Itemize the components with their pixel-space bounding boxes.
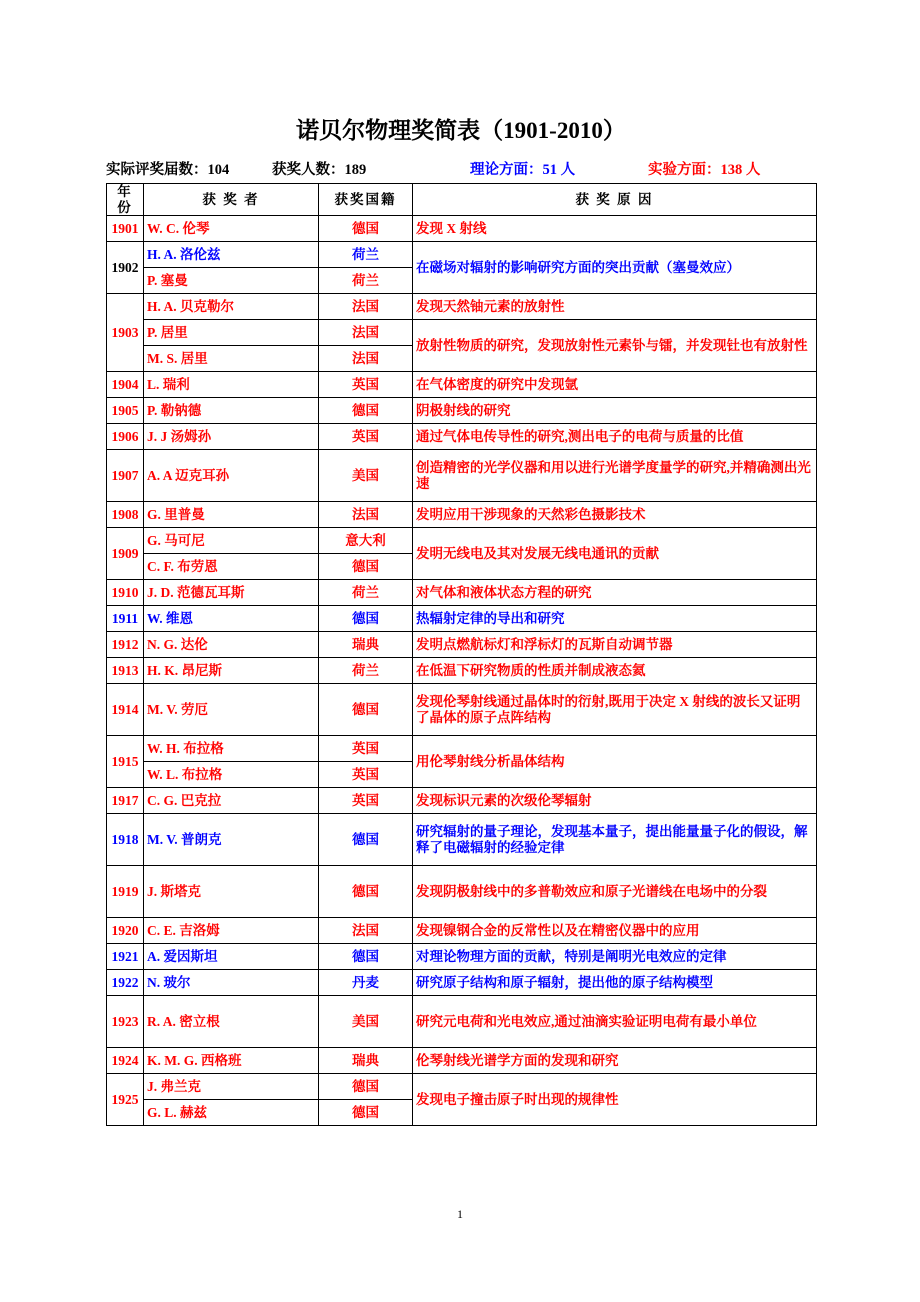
cell-laureate-name: A. 爱因斯坦: [144, 944, 319, 970]
cell-year: 1902: [107, 242, 144, 294]
cell-country: 荷兰: [319, 658, 413, 684]
cell-country: 德国: [319, 1100, 413, 1126]
cell-year: 1917: [107, 788, 144, 814]
stat-theory: 理论方面：51 人: [470, 162, 576, 178]
cell-country: 英国: [319, 372, 413, 398]
cell-country: 意大利: [319, 528, 413, 554]
statistics-line: [106, 158, 816, 180]
cell-country: 法国: [319, 294, 413, 320]
cell-year: 1911: [107, 606, 144, 632]
cell-laureate-name: A. A 迈克耳孙: [144, 450, 319, 502]
cell-country: 英国: [319, 736, 413, 762]
cell-year: 1922: [107, 970, 144, 996]
cell-year: 1923: [107, 996, 144, 1048]
page-title: 诺贝尔物理奖简表（1901-2010）: [296, 118, 626, 143]
cell-year: 1913: [107, 658, 144, 684]
cell-reason: 放射性物质的研究，发现放射性元素钋与镭，并发现钍也有放射性: [413, 320, 817, 372]
stat-laureates: 获奖人数：189: [272, 162, 367, 178]
cell-reason: 对气体和液体状态方程的研究: [413, 580, 817, 606]
cell-year: 1920: [107, 918, 144, 944]
cell-reason: 用伦琴射线分析晶体结构: [413, 736, 817, 788]
cell-year: 1919: [107, 866, 144, 918]
cell-reason: 研究辐射的量子理论，发现基本量子，提出能量量子化的假设，解释了电磁辐射的经验定律: [413, 814, 817, 866]
cell-year: 1906: [107, 424, 144, 450]
table-row: [107, 424, 817, 450]
table-row: [107, 736, 817, 762]
cell-reason: 发明点燃航标灯和浮标灯的瓦斯自动调节器: [413, 632, 817, 658]
cell-year: 1901: [107, 216, 144, 242]
table-row: [107, 528, 817, 554]
cell-reason: 伦琴射线光谱学方面的发现和研究: [413, 1048, 817, 1074]
table-row: [107, 1074, 817, 1100]
cell-laureate-name: M. S. 居里: [144, 346, 319, 372]
cell-year: 1908: [107, 502, 144, 528]
cell-reason: 发明无线电及其对发展无线电通讯的贡献: [413, 528, 817, 580]
cell-laureate-name: K. M. G. 西格班: [144, 1048, 319, 1074]
cell-laureate-name: C. G. 巴克拉: [144, 788, 319, 814]
cell-reason: 发现 X 射线: [413, 216, 817, 242]
cell-country: 德国: [319, 398, 413, 424]
cell-reason: 热辐射定律的导出和研究: [413, 606, 817, 632]
cell-country: 法国: [319, 320, 413, 346]
cell-country: 美国: [319, 450, 413, 502]
cell-laureate-name: W. C. 伦琴: [144, 216, 319, 242]
table-row: [107, 866, 817, 918]
table-row: [107, 996, 817, 1048]
cell-laureate-name: J. D. 范德瓦耳斯: [144, 580, 319, 606]
column-header-country: 获奖国籍: [319, 184, 413, 216]
table-row: [107, 970, 817, 996]
table-row: [107, 372, 817, 398]
table-row: [107, 320, 817, 346]
cell-laureate-name: C. E. 吉洛姆: [144, 918, 319, 944]
table-body: [107, 216, 817, 1126]
table-row: [107, 632, 817, 658]
table-row: [107, 944, 817, 970]
cell-year: 1918: [107, 814, 144, 866]
cell-year: 1903: [107, 294, 144, 372]
cell-year: 1904: [107, 372, 144, 398]
cell-reason: 发现镍钢合金的反常性以及在精密仪器中的应用: [413, 918, 817, 944]
cell-year: 1907: [107, 450, 144, 502]
cell-laureate-name: H. K. 昂尼斯: [144, 658, 319, 684]
cell-country: 英国: [319, 424, 413, 450]
cell-laureate-name: P. 勒钠德: [144, 398, 319, 424]
cell-country: 德国: [319, 684, 413, 736]
cell-country: 法国: [319, 918, 413, 944]
table-head: [107, 184, 817, 216]
column-header-year: 年 份: [107, 184, 144, 216]
cell-reason: 在低温下研究物质的性质并制成液态氦: [413, 658, 817, 684]
table-row: [107, 216, 817, 242]
table-row: [107, 788, 817, 814]
cell-laureate-name: J. J 汤姆孙: [144, 424, 319, 450]
cell-year: 1909: [107, 528, 144, 580]
stat-experiment: 实验方面：138 人: [648, 162, 761, 178]
cell-country: 瑞典: [319, 632, 413, 658]
cell-reason: 研究元电荷和光电效应,通过油滴实验证明电荷有最小单位: [413, 996, 817, 1048]
cell-country: 荷兰: [319, 268, 413, 294]
cell-year: 1910: [107, 580, 144, 606]
cell-laureate-name: G. 马可尼: [144, 528, 319, 554]
cell-reason: 通过气体电传导性的研究,测出电子的电荷与质量的比值: [413, 424, 817, 450]
cell-country: 法国: [319, 502, 413, 528]
stat-sessions: 实际评奖届数：104: [106, 162, 230, 178]
cell-year: 1905: [107, 398, 144, 424]
cell-reason: 发现天然铀元素的放射性: [413, 294, 817, 320]
table-row: [107, 502, 817, 528]
cell-year: 1914: [107, 684, 144, 736]
cell-country: 荷兰: [319, 242, 413, 268]
cell-laureate-name: M. V. 普朗克: [144, 814, 319, 866]
header-row: [107, 184, 817, 216]
cell-laureate-name: P. 居里: [144, 320, 319, 346]
cell-reason: 发现电子撞击原子时出现的规律性: [413, 1074, 817, 1126]
cell-country: 德国: [319, 1074, 413, 1100]
cell-country: 德国: [319, 814, 413, 866]
cell-laureate-name: G. 里普曼: [144, 502, 319, 528]
table-row: [107, 242, 817, 268]
cell-country: 荷兰: [319, 580, 413, 606]
cell-country: 德国: [319, 866, 413, 918]
cell-reason: 创造精密的光学仪器和用以进行光谱学度量学的研究,并精确测出光速: [413, 450, 817, 502]
cell-laureate-name: W. H. 布拉格: [144, 736, 319, 762]
cell-laureate-name: W. L. 布拉格: [144, 762, 319, 788]
cell-year: 1915: [107, 736, 144, 788]
cell-laureate-name: H. A. 贝克勒尔: [144, 294, 319, 320]
cell-country: 法国: [319, 346, 413, 372]
cell-country: 德国: [319, 216, 413, 242]
cell-reason: 阴极射线的研究: [413, 398, 817, 424]
cell-reason: 对理论物理方面的贡献，特别是阐明光电效应的定律: [413, 944, 817, 970]
cell-laureate-name: J. 弗兰克: [144, 1074, 319, 1100]
cell-year: 1925: [107, 1074, 144, 1126]
cell-laureate-name: J. 斯塔克: [144, 866, 319, 918]
cell-reason: 在气体密度的研究中发现氩: [413, 372, 817, 398]
cell-country: 德国: [319, 606, 413, 632]
cell-laureate-name: W. 维恩: [144, 606, 319, 632]
cell-laureate-name: G. L. 赫兹: [144, 1100, 319, 1126]
nobel-physics-table: [106, 183, 817, 1126]
cell-laureate-name: C. F. 布劳恩: [144, 554, 319, 580]
column-header-name: 获 奖 者: [144, 184, 319, 216]
cell-country: 英国: [319, 762, 413, 788]
cell-laureate-name: H. A. 洛伦兹: [144, 242, 319, 268]
cell-laureate-name: N. G. 达伦: [144, 632, 319, 658]
cell-reason: 发明应用干涉现象的天然彩色摄影技术: [413, 502, 817, 528]
cell-reason: 研究原子结构和原子辐射，提出他的原子结构模型: [413, 970, 817, 996]
column-header-reason: 获 奖 原 因: [413, 184, 817, 216]
table-row: [107, 606, 817, 632]
cell-laureate-name: P. 塞曼: [144, 268, 319, 294]
cell-country: 丹麦: [319, 970, 413, 996]
cell-year: 1921: [107, 944, 144, 970]
cell-country: 德国: [319, 944, 413, 970]
table-row: [107, 918, 817, 944]
cell-laureate-name: N. 玻尔: [144, 970, 319, 996]
table-row: [107, 580, 817, 606]
cell-country: 英国: [319, 788, 413, 814]
cell-country: 美国: [319, 996, 413, 1048]
table-row: [107, 1048, 817, 1074]
table-row: [107, 684, 817, 736]
cell-country: 德国: [319, 554, 413, 580]
cell-reason: 发现阴极射线中的多普勒效应和原子光谱线在电场中的分裂: [413, 866, 817, 918]
page-number: 1: [457, 1207, 463, 1221]
table-row: [107, 450, 817, 502]
cell-laureate-name: M. V. 劳厄: [144, 684, 319, 736]
cell-reason: 发现标识元素的次级伦琴辐射: [413, 788, 817, 814]
cell-reason: 在磁场对辐射的影响研究方面的突出贡献（塞曼效应）: [413, 242, 817, 294]
cell-reason: 发现伦琴射线通过晶体时的衍射,既用于决定 X 射线的波长又证明了晶体的原子点阵结构: [413, 684, 817, 736]
cell-year: 1924: [107, 1048, 144, 1074]
table-row: [107, 294, 817, 320]
table-row: [107, 398, 817, 424]
cell-year: 1912: [107, 632, 144, 658]
cell-laureate-name: R. A. 密立根: [144, 996, 319, 1048]
cell-country: 瑞典: [319, 1048, 413, 1074]
table-row: [107, 814, 817, 866]
cell-laureate-name: L. 瑞利: [144, 372, 319, 398]
table-row: [107, 658, 817, 684]
